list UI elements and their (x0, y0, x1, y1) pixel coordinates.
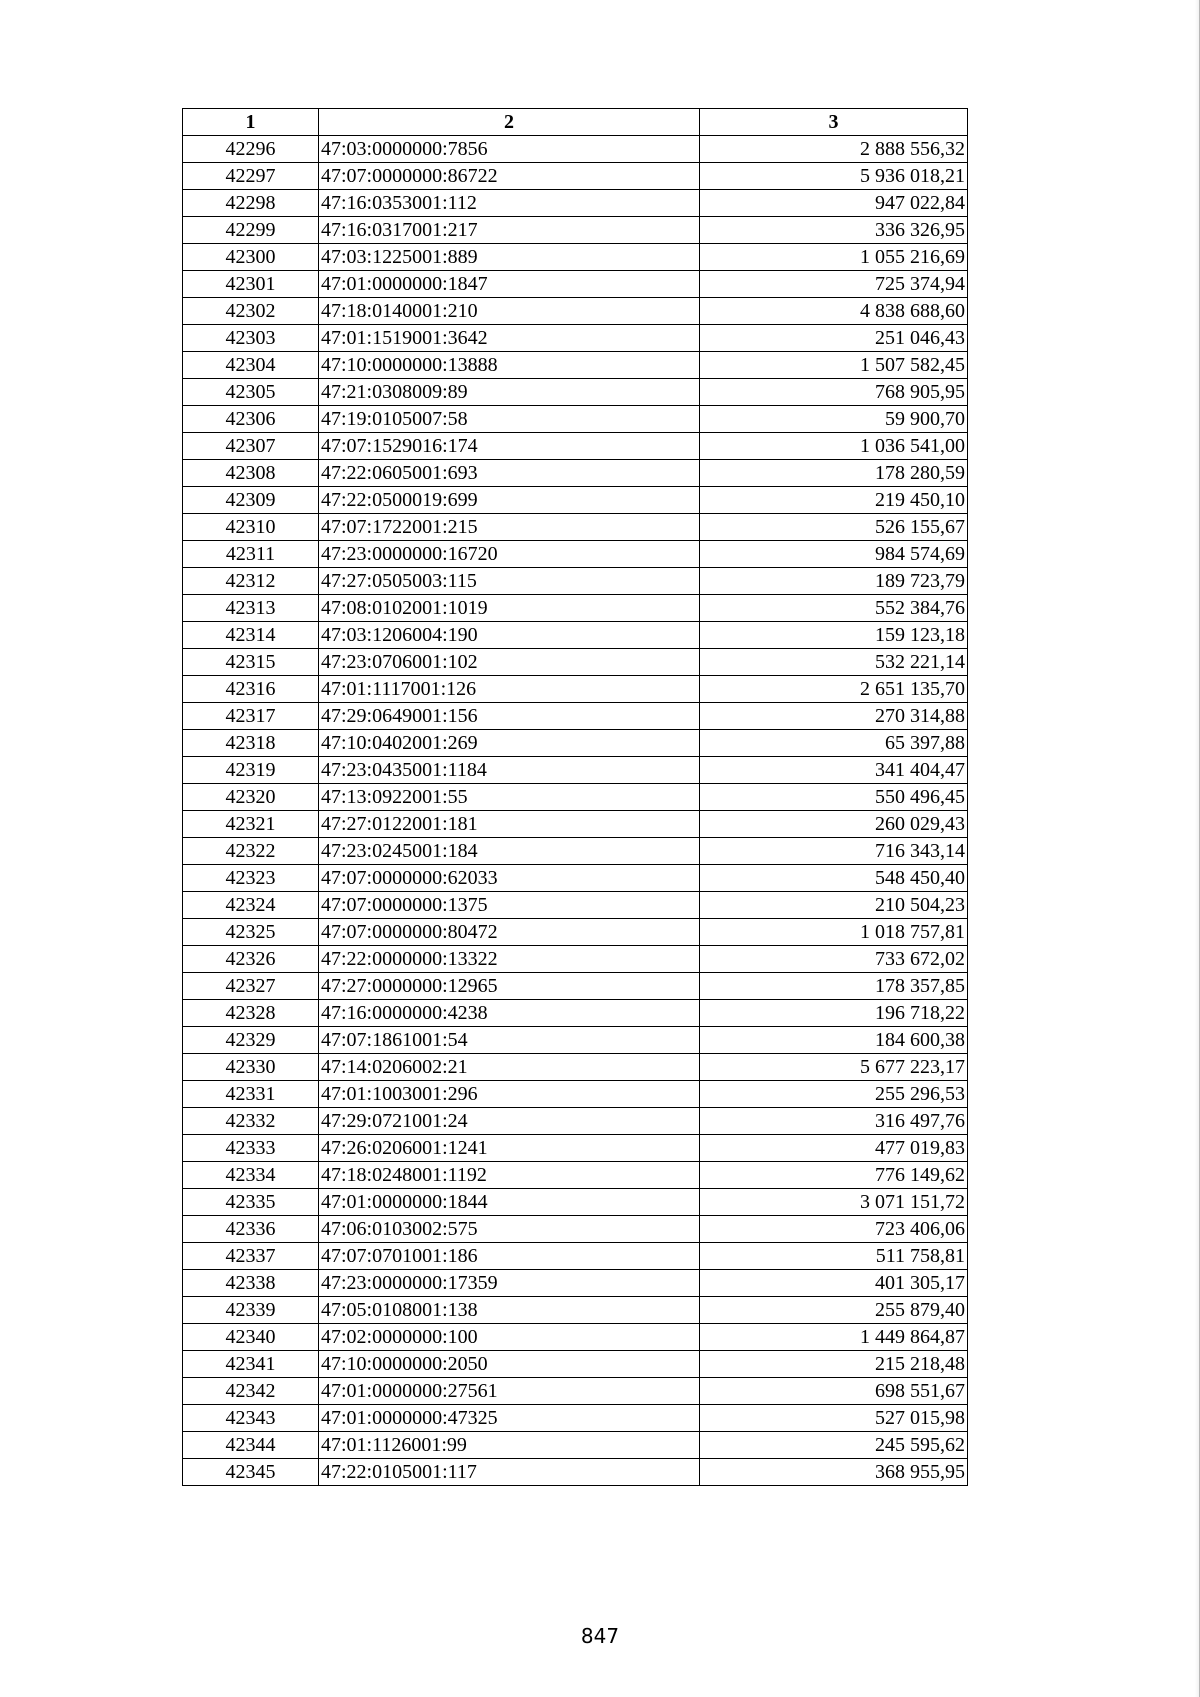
table-row (183, 622, 968, 649)
row-number-cell: 42328 (183, 1000, 319, 1027)
row-number-cell: 42329 (183, 1027, 319, 1054)
row-number-cell: 42317 (183, 703, 319, 730)
value-cell: 219 450,10 (700, 487, 968, 514)
row-number-cell: 42296 (183, 136, 319, 163)
row-number-cell: 42336 (183, 1216, 319, 1243)
value-cell: 984 574,69 (700, 541, 968, 568)
cadastral-id-cell: 47:22:0605001:693 (319, 460, 700, 487)
table-row (183, 1000, 968, 1027)
row-number-cell: 42312 (183, 568, 319, 595)
cadastral-id-cell: 47:22:0500019:699 (319, 487, 700, 514)
cadastral-id-cell: 47:01:0000000:1844 (319, 1189, 700, 1216)
value-cell: 725 374,94 (700, 271, 968, 298)
value-cell: 947 022,84 (700, 190, 968, 217)
column-header-cadastral-id: 2 (319, 109, 700, 136)
row-number-cell: 42324 (183, 892, 319, 919)
cadastral-id-cell: 47:29:0721001:24 (319, 1108, 700, 1135)
row-number-cell: 42340 (183, 1324, 319, 1351)
row-number-cell: 42301 (183, 271, 319, 298)
value-cell: 526 155,67 (700, 514, 968, 541)
cadastral-id-cell: 47:23:0706001:102 (319, 649, 700, 676)
row-number-cell: 42311 (183, 541, 319, 568)
row-number-cell: 42341 (183, 1351, 319, 1378)
value-cell: 733 672,02 (700, 946, 968, 973)
cadastral-id-cell: 47:19:0105007:58 (319, 406, 700, 433)
table-row (183, 838, 968, 865)
row-number-cell: 42320 (183, 784, 319, 811)
cadastral-id-cell: 47:03:1225001:889 (319, 244, 700, 271)
cadastral-id-cell: 47:27:0000000:12965 (319, 973, 700, 1000)
value-cell: 532 221,14 (700, 649, 968, 676)
cadastral-id-cell: 47:05:0108001:138 (319, 1297, 700, 1324)
value-cell: 341 404,47 (700, 757, 968, 784)
table-row (183, 1459, 968, 1486)
cadastral-id-cell: 47:03:0000000:7856 (319, 136, 700, 163)
row-number-cell: 42345 (183, 1459, 319, 1486)
cadastral-id-cell: 47:07:1861001:54 (319, 1027, 700, 1054)
row-number-cell: 42315 (183, 649, 319, 676)
cadastral-id-cell: 47:27:0505003:115 (319, 568, 700, 595)
table-row (183, 460, 968, 487)
row-number-cell: 42318 (183, 730, 319, 757)
value-cell: 255 296,53 (700, 1081, 968, 1108)
cadastral-id-cell: 47:26:0206001:1241 (319, 1135, 700, 1162)
table-row (183, 1297, 968, 1324)
cadastral-id-cell: 47:01:1003001:296 (319, 1081, 700, 1108)
table-row (183, 1027, 968, 1054)
value-cell: 527 015,98 (700, 1405, 968, 1432)
cadastral-id-cell: 47:07:1722001:215 (319, 514, 700, 541)
table-row (183, 946, 968, 973)
cadastral-id-cell: 47:23:0000000:16720 (319, 541, 700, 568)
cadastral-id-cell: 47:23:0245001:184 (319, 838, 700, 865)
cadastral-id-cell: 47:29:0649001:156 (319, 703, 700, 730)
cadastral-id-cell: 47:08:0102001:1019 (319, 595, 700, 622)
value-cell: 4 838 688,60 (700, 298, 968, 325)
value-cell: 3 071 151,72 (700, 1189, 968, 1216)
value-cell: 776 149,62 (700, 1162, 968, 1189)
row-number-cell: 42342 (183, 1378, 319, 1405)
page-number: 847 (580, 1624, 620, 1648)
table-row (183, 514, 968, 541)
cadastral-id-cell: 47:01:1519001:3642 (319, 325, 700, 352)
row-number-cell: 42322 (183, 838, 319, 865)
value-cell: 2 888 556,32 (700, 136, 968, 163)
value-cell: 1 055 216,69 (700, 244, 968, 271)
cadastral-id-cell: 47:18:0248001:1192 (319, 1162, 700, 1189)
value-cell: 270 314,88 (700, 703, 968, 730)
cadastral-id-cell: 47:03:1206004:190 (319, 622, 700, 649)
value-cell: 1 449 864,87 (700, 1324, 968, 1351)
cadastral-id-cell: 47:22:0105001:117 (319, 1459, 700, 1486)
value-cell: 184 600,38 (700, 1027, 968, 1054)
table-row (183, 676, 968, 703)
value-cell: 210 504,23 (700, 892, 968, 919)
cadastral-id-cell: 47:07:0000000:1375 (319, 892, 700, 919)
cadastral-id-cell: 47:23:0000000:17359 (319, 1270, 700, 1297)
table-row (183, 379, 968, 406)
cadastral-id-cell: 47:14:0206002:21 (319, 1054, 700, 1081)
cadastral-id-cell: 47:16:0353001:112 (319, 190, 700, 217)
table-row (183, 487, 968, 514)
row-number-cell: 42338 (183, 1270, 319, 1297)
table-header-row (183, 109, 968, 136)
cadastral-id-cell: 47:22:0000000:13322 (319, 946, 700, 973)
row-number-cell: 42313 (183, 595, 319, 622)
cadastral-id-cell: 47:10:0000000:13888 (319, 352, 700, 379)
value-cell: 159 123,18 (700, 622, 968, 649)
row-number-cell: 42335 (183, 1189, 319, 1216)
table-row (183, 352, 968, 379)
column-header-value: 3 (700, 109, 968, 136)
cadastral-id-cell: 47:07:0000000:62033 (319, 865, 700, 892)
row-number-cell: 42331 (183, 1081, 319, 1108)
row-number-cell: 42323 (183, 865, 319, 892)
value-cell: 251 046,43 (700, 325, 968, 352)
row-number-cell: 42299 (183, 217, 319, 244)
table-row (183, 1108, 968, 1135)
table-row (183, 703, 968, 730)
cadastral-id-cell: 47:02:0000000:100 (319, 1324, 700, 1351)
row-number-cell: 42308 (183, 460, 319, 487)
value-cell: 548 450,40 (700, 865, 968, 892)
row-number-cell: 42303 (183, 325, 319, 352)
table-row (183, 865, 968, 892)
value-cell: 368 955,95 (700, 1459, 968, 1486)
table-row (183, 595, 968, 622)
value-cell: 215 218,48 (700, 1351, 968, 1378)
table-row (183, 784, 968, 811)
table-row (183, 541, 968, 568)
value-cell: 698 551,67 (700, 1378, 968, 1405)
table-body (183, 136, 968, 1486)
table-row (183, 1216, 968, 1243)
table-row (183, 1081, 968, 1108)
table-row (183, 1162, 968, 1189)
table-row (183, 217, 968, 244)
row-number-cell: 42330 (183, 1054, 319, 1081)
table-row (183, 406, 968, 433)
row-number-cell: 42327 (183, 973, 319, 1000)
value-cell: 336 326,95 (700, 217, 968, 244)
cadastral-id-cell: 47:16:0000000:4238 (319, 1000, 700, 1027)
row-number-cell: 42337 (183, 1243, 319, 1270)
value-cell: 245 595,62 (700, 1432, 968, 1459)
value-cell: 1 018 757,81 (700, 919, 968, 946)
row-number-cell: 42343 (183, 1405, 319, 1432)
table-row (183, 1054, 968, 1081)
cadastral-id-cell: 47:10:0000000:2050 (319, 1351, 700, 1378)
table-row (183, 163, 968, 190)
table-row (183, 271, 968, 298)
row-number-cell: 42326 (183, 946, 319, 973)
row-number-cell: 42305 (183, 379, 319, 406)
cadastral-value-table (182, 108, 968, 1486)
cadastral-id-cell: 47:01:1117001:126 (319, 676, 700, 703)
cadastral-id-cell: 47:16:0317001:217 (319, 217, 700, 244)
value-cell: 552 384,76 (700, 595, 968, 622)
row-number-cell: 42310 (183, 514, 319, 541)
value-cell: 1 036 541,00 (700, 433, 968, 460)
value-cell: 255 879,40 (700, 1297, 968, 1324)
value-cell: 196 718,22 (700, 1000, 968, 1027)
value-cell: 401 305,17 (700, 1270, 968, 1297)
value-cell: 59 900,70 (700, 406, 968, 433)
table-row (183, 1378, 968, 1405)
row-number-cell: 42325 (183, 919, 319, 946)
table-row (183, 919, 968, 946)
row-number-cell: 42298 (183, 190, 319, 217)
cadastral-id-cell: 47:07:0701001:186 (319, 1243, 700, 1270)
row-number-cell: 42297 (183, 163, 319, 190)
cadastral-id-cell: 47:01:0000000:47325 (319, 1405, 700, 1432)
cadastral-id-cell: 47:23:0435001:1184 (319, 757, 700, 784)
table-row (183, 973, 968, 1000)
value-cell: 477 019,83 (700, 1135, 968, 1162)
row-number-cell: 42314 (183, 622, 319, 649)
value-cell: 1 507 582,45 (700, 352, 968, 379)
table-row (183, 811, 968, 838)
row-number-cell: 42334 (183, 1162, 319, 1189)
cadastral-id-cell: 47:18:0140001:210 (319, 298, 700, 325)
cadastral-id-cell: 47:07:0000000:80472 (319, 919, 700, 946)
table-row (183, 1270, 968, 1297)
table-row (183, 568, 968, 595)
table-row (183, 1351, 968, 1378)
value-cell: 178 280,59 (700, 460, 968, 487)
row-number-cell: 42332 (183, 1108, 319, 1135)
table-row (183, 190, 968, 217)
cadastral-id-cell: 47:07:0000000:86722 (319, 163, 700, 190)
table-row (183, 433, 968, 460)
value-cell: 5 936 018,21 (700, 163, 968, 190)
value-cell: 550 496,45 (700, 784, 968, 811)
cadastral-id-cell: 47:21:0308009:89 (319, 379, 700, 406)
row-number-cell: 42309 (183, 487, 319, 514)
row-number-cell: 42321 (183, 811, 319, 838)
table-row (183, 136, 968, 163)
value-cell: 511 758,81 (700, 1243, 968, 1270)
value-cell: 723 406,06 (700, 1216, 968, 1243)
value-cell: 2 651 135,70 (700, 676, 968, 703)
table-row (183, 1432, 968, 1459)
table-row (183, 298, 968, 325)
cadastral-id-cell: 47:01:1126001:99 (319, 1432, 700, 1459)
row-number-cell: 42316 (183, 676, 319, 703)
cadastral-id-cell: 47:27:0122001:181 (319, 811, 700, 838)
value-cell: 189 723,79 (700, 568, 968, 595)
table-row (183, 1324, 968, 1351)
value-cell: 768 905,95 (700, 379, 968, 406)
table-row (183, 649, 968, 676)
row-number-cell: 42306 (183, 406, 319, 433)
cadastral-id-cell: 47:07:1529016:174 (319, 433, 700, 460)
row-number-cell: 42300 (183, 244, 319, 271)
cadastral-id-cell: 47:10:0402001:269 (319, 730, 700, 757)
row-number-cell: 42302 (183, 298, 319, 325)
row-number-cell: 42307 (183, 433, 319, 460)
table-row (183, 892, 968, 919)
row-number-cell: 42304 (183, 352, 319, 379)
value-cell: 65 397,88 (700, 730, 968, 757)
table-row (183, 1243, 968, 1270)
row-number-cell: 42333 (183, 1135, 319, 1162)
row-number-cell: 42339 (183, 1297, 319, 1324)
table-row (183, 757, 968, 784)
table-row (183, 325, 968, 352)
table-row (183, 1189, 968, 1216)
value-cell: 5 677 223,17 (700, 1054, 968, 1081)
column-header-number: 1 (183, 109, 319, 136)
table-row (183, 1405, 968, 1432)
value-cell: 260 029,43 (700, 811, 968, 838)
table-row (183, 244, 968, 271)
value-cell: 716 343,14 (700, 838, 968, 865)
cadastral-id-cell: 47:01:0000000:1847 (319, 271, 700, 298)
table-row (183, 730, 968, 757)
table-row (183, 1135, 968, 1162)
value-cell: 316 497,76 (700, 1108, 968, 1135)
cadastral-id-cell: 47:13:0922001:55 (319, 784, 700, 811)
cadastral-id-cell: 47:06:0103002:575 (319, 1216, 700, 1243)
value-cell: 178 357,85 (700, 973, 968, 1000)
cadastral-id-cell: 47:01:0000000:27561 (319, 1378, 700, 1405)
row-number-cell: 42344 (183, 1432, 319, 1459)
row-number-cell: 42319 (183, 757, 319, 784)
